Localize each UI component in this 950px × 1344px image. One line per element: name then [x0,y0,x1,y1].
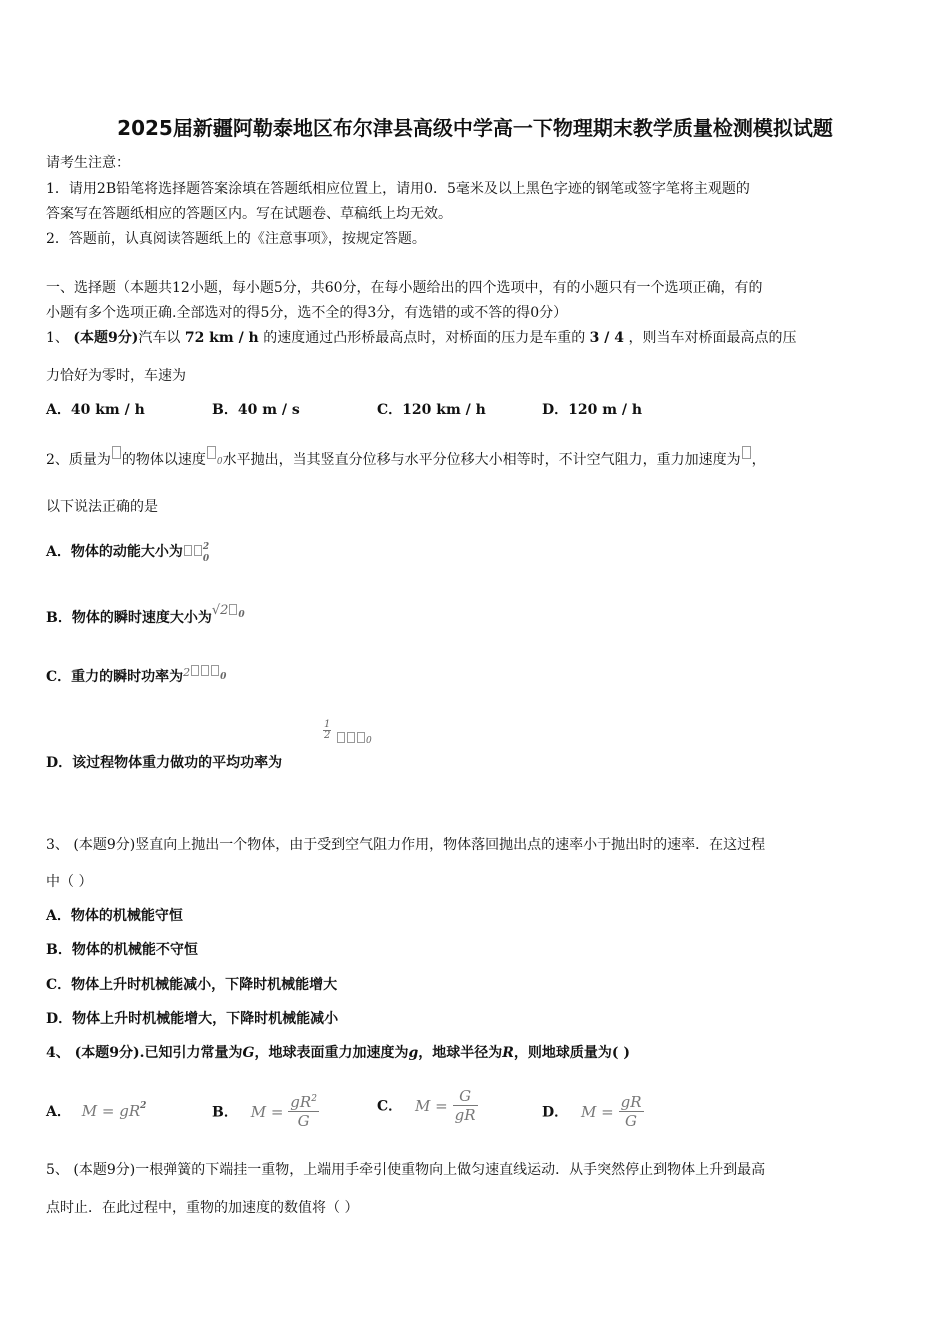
section-header-line-2: 小题有多个选项正确.全部选对的得5分，选不全的得3分，有选错的或不答的得0分） [46,305,568,321]
notice-line-2: 答案写在答题纸相应的答题区内。写在试题卷、草稿纸上均无效。 [46,206,452,222]
q3-option-b[interactable]: B．物体的机械能不守恒 [46,942,198,958]
q2-text-1: 2、质量为 [46,452,111,468]
notice-line-3: 2．答题前，认真阅读答题纸上的《注意事项》，按规定答题。 [46,231,426,247]
question-1-line-2: 力恰好为零时，车速为 [46,368,186,384]
formula-placeholder [194,545,202,556]
q4-option-a[interactable]: A． $M = gR^2$ [46,1101,147,1120]
q3-option-a[interactable]: A．物体的机械能守恒 [46,908,183,924]
q2-option-b[interactable]: B．物体的瞬时速度大小为√2 $^0$ [46,603,245,626]
formula-placeholder [201,665,209,676]
velocity-subscript: 0 [216,457,223,467]
q1-text-c: ，则当车对桥面最高点的压 [628,330,797,346]
q1-ratio: 3 / 4 [589,330,624,346]
q2-text-2: 的物体以速度 [121,452,206,468]
q1-speed: 72 km / h [184,330,259,346]
mass-symbol-placeholder [112,446,121,459]
q2-option-c[interactable]: C．重力的瞬时功率为$^2$ $^0$ [46,666,227,685]
q1-option-a[interactable]: A．40 km / h [46,402,145,418]
q1-option-d[interactable]: D．120 m / h [542,402,643,418]
notice-heading: 请考生注意： [46,155,130,171]
q2-option-a[interactable]: A．物体的动能大小为 2 0 [46,542,210,564]
velocity-symbol-placeholder [207,446,216,459]
q2-text-4: ， [751,452,766,468]
q1-option-c[interactable]: C．120 km / h [377,402,486,418]
q2-option-d[interactable]: D．该过程物体重力做功的平均功率为 [46,755,283,771]
q2-text-3: 水平抛出，当其竖直分位移与水平分位移大小相等时，不计空气阻力，重力加速度为 [222,452,741,468]
formula-placeholder [229,604,237,615]
q3-option-c[interactable]: C．物体上升时机械能减小，下降时机械能增大 [46,977,338,993]
question-2-line-1 [46,446,766,469]
gravity-symbol-placeholder [742,446,751,459]
q2-option-d-formula: 0 [336,728,372,747]
q1-option-b[interactable]: B．40 m / s [212,402,300,418]
question-3-line-1: 3、 (本题9分)竖直向上抛出一个物体，由于受到空气阻力作用，物体落回抛出点的速率小于抛出时的速率．在这过程 [46,837,766,853]
q2-option-d-fraction: 1 2 [324,719,331,741]
q1-points: (本题9分) [73,330,139,346]
question-5-line-1: 5、 (本题9分)一根弹簧的下端挂一重物，上端用手牵引使重物向上做匀速直线运动．从手突然停止到物体上升到最高 [46,1162,766,1178]
question-4-line-1: 4、 (本题9分).已知引力常量为G，地球表面重力加速度为g，地球半径为R，则地球质量为( ) [46,1045,631,1061]
section-header-line-1: 一、选择题（本题共12小题，每小题5分，共60分，在每小题给出的四个选项中，有的小题只有一个选项正确，有的 [46,280,763,296]
question-1-line-1 [46,327,796,347]
q4-option-d[interactable]: D． M = $\frac{gR}{G}$ [542,1093,642,1130]
notice-line-1: 1．请用2B铅笔将选择题答案涂填在答题纸相应位置上，请用0．5毫米及以上黑色字迹的钢笔或签字笔将主观题的 [46,181,750,197]
question-5-line-2: 点时止．在此过程中，重物的加速度的数值将（ ） [46,1200,359,1216]
question-3-line-2: 中（ ） [46,874,93,890]
q4-option-c[interactable]: C． M = $\frac{G}{gR}$ [377,1087,476,1124]
formula-placeholder [184,545,192,556]
formula-placeholder [211,665,219,676]
q3-option-d[interactable]: D．物体上升时机械能增大，下降时机械能减小 [46,1011,339,1027]
formula-placeholder [191,665,199,676]
q1-number: 1、 [46,330,69,346]
q1-text-a: 汽车以 [138,330,181,346]
question-2-line-2: 以下说法正确的是 [46,499,158,515]
page-title: 2025届新疆阿勒泰地区布尔津县高级中学高一下物理期末教学质量检测模拟试题 [117,116,833,140]
q4-option-b[interactable]: B． M = $\frac{gR^2}{G}$ [212,1093,317,1130]
q1-text-b: 的速度通过凸形桥最高点时，对桥面的压力是车重的 [263,330,586,346]
